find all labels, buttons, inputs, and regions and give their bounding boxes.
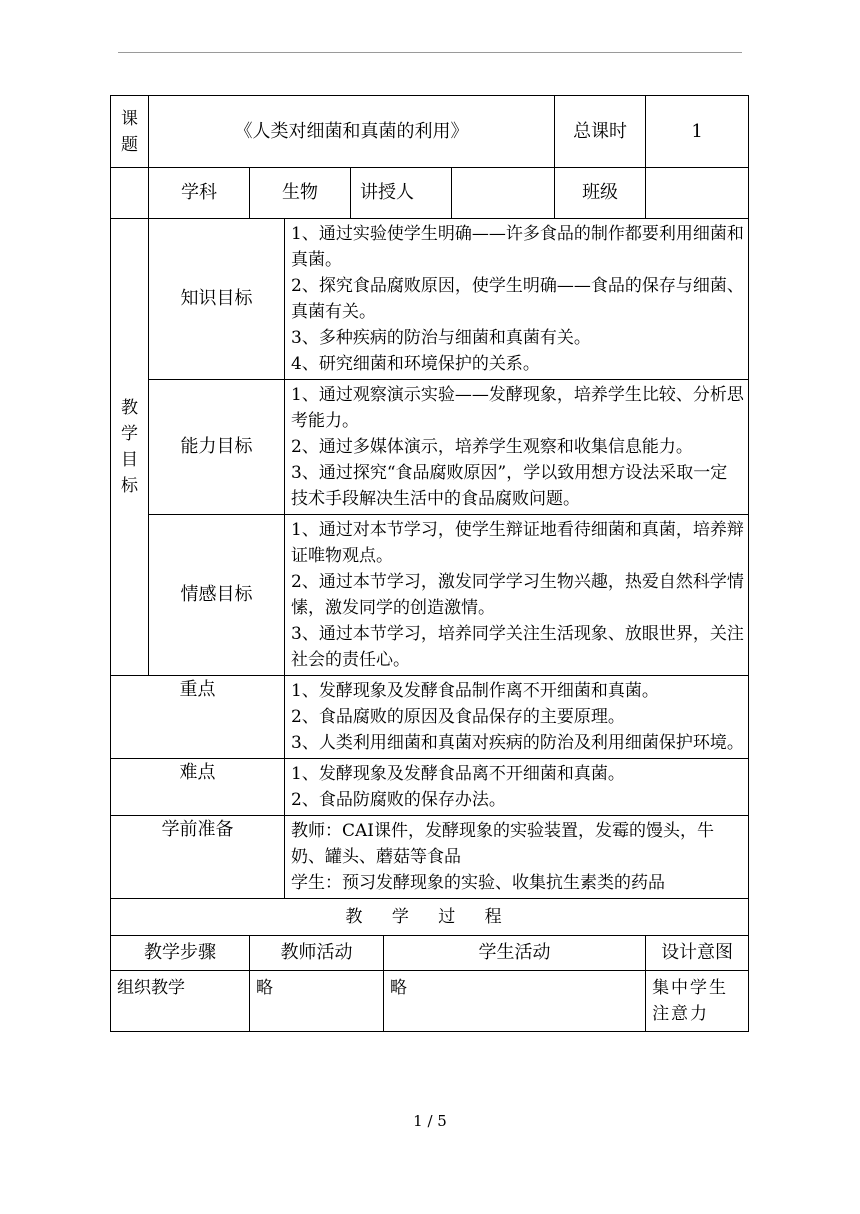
goal-line: 1、通过实验使学生明确——许多食品的制作都要利用细菌和真菌。: [291, 224, 744, 270]
goal-name: 知识目标: [149, 219, 285, 380]
process-step: 组织教学: [111, 971, 250, 1032]
process-header: 设计意图: [646, 936, 749, 971]
goals-label: 教学目标: [111, 219, 149, 676]
process-title-row: [111, 899, 749, 936]
process-intent: 集中学生注意力: [646, 971, 749, 1032]
difficulty-line: 1、发酵现象及发酵食品离不开细菌和真菌。: [291, 764, 625, 784]
goal-line: 2、探究食品腐败原因，使学生明确——食品的保存与细菌、真菌有关。: [291, 276, 744, 322]
class-label: 班级: [555, 168, 646, 219]
goal-row-emotion: [111, 515, 749, 676]
goal-row-knowledge: [111, 219, 749, 380]
key-points-content: [285, 676, 749, 759]
class-value: [646, 168, 749, 219]
difficulties-row: [111, 759, 749, 816]
title-row: [111, 96, 749, 168]
lesson-plan-table: [110, 95, 749, 1032]
total-hours-label: 总课时: [555, 96, 646, 168]
preparation-label: 学前准备: [111, 816, 285, 899]
process-header: 学生活动: [384, 936, 646, 971]
goal-line: 1、通过对本节学习，使学生辩证地看待细菌和真菌，培养辩证唯物观点。: [291, 520, 744, 566]
goal-name: 情感目标: [149, 515, 285, 676]
blank-cell: [111, 168, 149, 219]
info-row: [111, 168, 749, 219]
process-title: 教 学 过 程: [111, 899, 749, 936]
preparation-row: [111, 816, 749, 899]
goal-content: [285, 515, 749, 676]
goal-content: [285, 380, 749, 515]
goal-line: 2、通过本节学习，激发同学学习生物兴趣，热爱自然科学情愫，激发同学的创造激情。: [291, 572, 744, 618]
difficulty-line: 2、食品防腐败的保存办法。: [291, 790, 506, 810]
key-point-line: 3、人类利用细菌和真菌对疾病的防治及利用细菌保护环境。: [291, 733, 744, 753]
goal-name: 能力目标: [149, 380, 285, 515]
lecturer-label: 讲授人: [351, 168, 452, 219]
goal-line: 1、通过观察演示实验——发酵现象，培养学生比较、分析思考能力。: [291, 385, 744, 431]
process-header: 教师活动: [250, 936, 384, 971]
key-points-label: 重点: [111, 676, 285, 759]
topic-label: 课题: [111, 96, 149, 168]
goal-line: 3、通过探究“食品腐败原因”，学以致用想方设法采取一定技术手段解决生活中的食品腐败问题。: [291, 463, 728, 509]
preparation-content: [285, 816, 749, 899]
process-header: 教学步骤: [111, 936, 250, 971]
key-points-row: [111, 676, 749, 759]
process-row: [111, 971, 749, 1032]
lecturer-value: [452, 168, 555, 219]
goal-line: 3、通过本节学习，培养同学关注生活现象、放眼世界，关注社会的责任心。: [291, 624, 744, 670]
subject-label: 学科: [149, 168, 250, 219]
total-hours-value: 1: [646, 96, 749, 168]
goal-row-ability: [111, 380, 749, 515]
key-point-line: 1、发酵现象及发酵食品制作离不开细菌和真菌。: [291, 681, 659, 701]
key-point-line: 2、食品腐败的原因及食品保存的主要原理。: [291, 707, 625, 727]
difficulties-content: [285, 759, 749, 816]
process-teacher-activity: 略: [250, 971, 384, 1032]
page-number: 1 / 5: [413, 1112, 447, 1130]
preparation-teacher: 教师：CAI课件，发酵现象的实验装置，发霉的馒头，牛奶、罐头、蘑菇等食品: [291, 821, 714, 867]
goal-content: [285, 219, 749, 380]
header-rule: [118, 52, 742, 53]
process-header-row: [111, 936, 749, 971]
subject-value: 生物: [250, 168, 351, 219]
goal-line: 2、通过多媒体演示，培养学生观察和收集信息能力。: [291, 437, 693, 457]
goal-line: 3、多种疾病的防治与细菌和真菌有关。: [291, 328, 591, 348]
process-student-activity: 略: [384, 971, 646, 1032]
preparation-student: 学生：预习发酵现象的实验、收集抗生素类的药品: [291, 873, 665, 893]
difficulties-label: 难点: [111, 759, 285, 816]
course-title: 《人类对细菌和真菌的利用》: [149, 96, 555, 168]
goal-line: 4、研究细菌和环境保护的关系。: [291, 354, 540, 374]
